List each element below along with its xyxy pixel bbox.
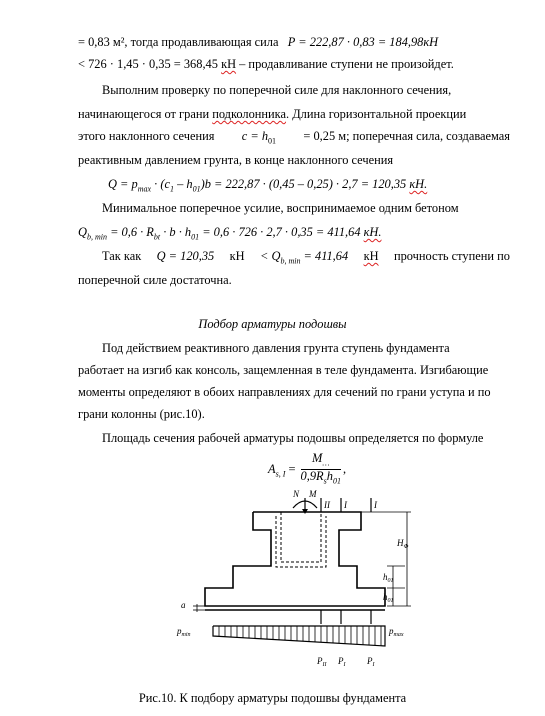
pressure-hatching xyxy=(219,626,381,646)
formula-q: Q = 120,35 xyxy=(156,249,215,263)
para1-line3 xyxy=(78,128,510,149)
label-h: $H_Ф$ xyxy=(397,538,409,550)
text: моменты определяют в обоих направлениях для сечений по грани уступа и по xyxy=(78,385,491,399)
para4-line1 xyxy=(102,340,510,356)
label-p-I: $P_I$ xyxy=(338,656,346,668)
label-pmax: $p_{max}$ xyxy=(389,626,404,638)
text: реактивным давлением грунта, в конце наклонного сечения xyxy=(78,153,394,167)
line-area-result xyxy=(78,34,438,50)
equation-qb-min: $Q_{b, min} = 0,6 \cdot R_{bt} \cdot b \cdot h_{01} = 0,6 \cdot 726 \cdot 2,7 \cdot 0,35 = 411,64$ кН. xyxy=(78,225,382,242)
text: Минимальное поперечное усилие, воспринимаемое одним бетоном xyxy=(102,201,459,215)
para3-line1 xyxy=(102,248,510,269)
text: Площадь сечения рабочей арматуры подошвы определяется по формуле xyxy=(102,431,484,445)
text-segment: начинающегося от грани подколонника. Длина горизонтальной проекции xyxy=(78,107,467,121)
section-heading: Подбор арматуры подошвы xyxy=(198,317,347,331)
label-n: N xyxy=(293,489,300,499)
pressure-diagram xyxy=(213,626,385,646)
formula-qbmin: < $Q_{b, min} = 411,64$ xyxy=(260,249,349,266)
text: кН xyxy=(229,249,245,263)
column-socket-outline xyxy=(281,512,321,562)
unit-kn: кН. xyxy=(363,225,382,239)
fraction: $\frac{M_\dots}{0,9R_sh_{01}}$ xyxy=(300,451,341,486)
para4-line4 xyxy=(78,406,205,422)
unit-kn: кН. xyxy=(409,177,428,191)
text: поперечной силе достаточна. xyxy=(78,273,232,287)
figure-caption: Рис.10. К подбору арматуры подошвы фундамента xyxy=(138,691,407,705)
label-p-III: $P_I$ xyxy=(367,656,375,668)
label-h01-lower: $h_{01}$ xyxy=(383,592,394,604)
text-spellcheck-word: подколонника xyxy=(212,107,287,121)
foundation-diagram xyxy=(175,488,415,674)
formula-punching-resistance: < 726 · 1,45 · 0,35 = 368,45 xyxy=(78,57,218,71)
label-section-II: II xyxy=(324,500,330,510)
label-m: M xyxy=(309,489,317,499)
para1-line4 xyxy=(78,152,393,168)
text: Под действием реактивного давления грунта ступень фундамента xyxy=(102,341,450,355)
text: работает на изгиб как консоль, защемленная в теле фундамента. Изгибающие xyxy=(78,363,489,377)
text-conclusion: – продавливание ступени не произойдет. xyxy=(239,57,454,71)
text: Так как xyxy=(102,249,142,263)
para4-line3 xyxy=(78,384,491,400)
text-area: = 0,83 м², тогда продавливающая сила xyxy=(78,35,279,49)
para1-line2 xyxy=(78,106,510,122)
para5-line1 xyxy=(102,430,483,446)
formula-as: $A_{s, I}$ = $\frac{M_\dots}{0,9R_sh_{01}}$ , xyxy=(268,451,347,486)
text: грани колонны (рис.10). xyxy=(78,407,205,421)
unit-kn: кН xyxy=(221,57,237,71)
label-section-I: I xyxy=(344,500,347,510)
formula-c: $c = h_{01}$ xyxy=(241,129,277,146)
para2-line1 xyxy=(102,200,459,216)
para1-line1 xyxy=(102,82,451,98)
label-section-III: I xyxy=(374,500,377,510)
text: Выполним проверку по поперечной силе для наклонного сечения, xyxy=(102,83,452,97)
label-pmin: $p_{min}$ xyxy=(177,626,191,638)
unit-kn: кН xyxy=(363,249,379,263)
formula-punching-force: P = 222,87 · 0,83 = 184,98кН xyxy=(287,35,439,49)
label-h01-upper: $h_{01}$ xyxy=(383,572,394,584)
line-punching-check xyxy=(78,56,454,72)
text: = 0,25 м; поперечная сила, создаваемая xyxy=(303,129,510,143)
para4-line2 xyxy=(78,362,488,378)
label-a: a xyxy=(181,600,186,610)
equation-q: $Q = p_{max} \cdot (c_1 - h_{01})b = 222,87 \cdot (0,45 - 0,25) \cdot 2,7 = 120,35$ кН. xyxy=(108,177,428,194)
label-p-II: $P_{II}$ xyxy=(317,656,327,668)
text: этого наклонного сечения xyxy=(78,129,215,143)
para3-line2 xyxy=(78,272,232,288)
text: прочность ступени по xyxy=(393,249,510,263)
foundation-outline xyxy=(205,512,385,606)
